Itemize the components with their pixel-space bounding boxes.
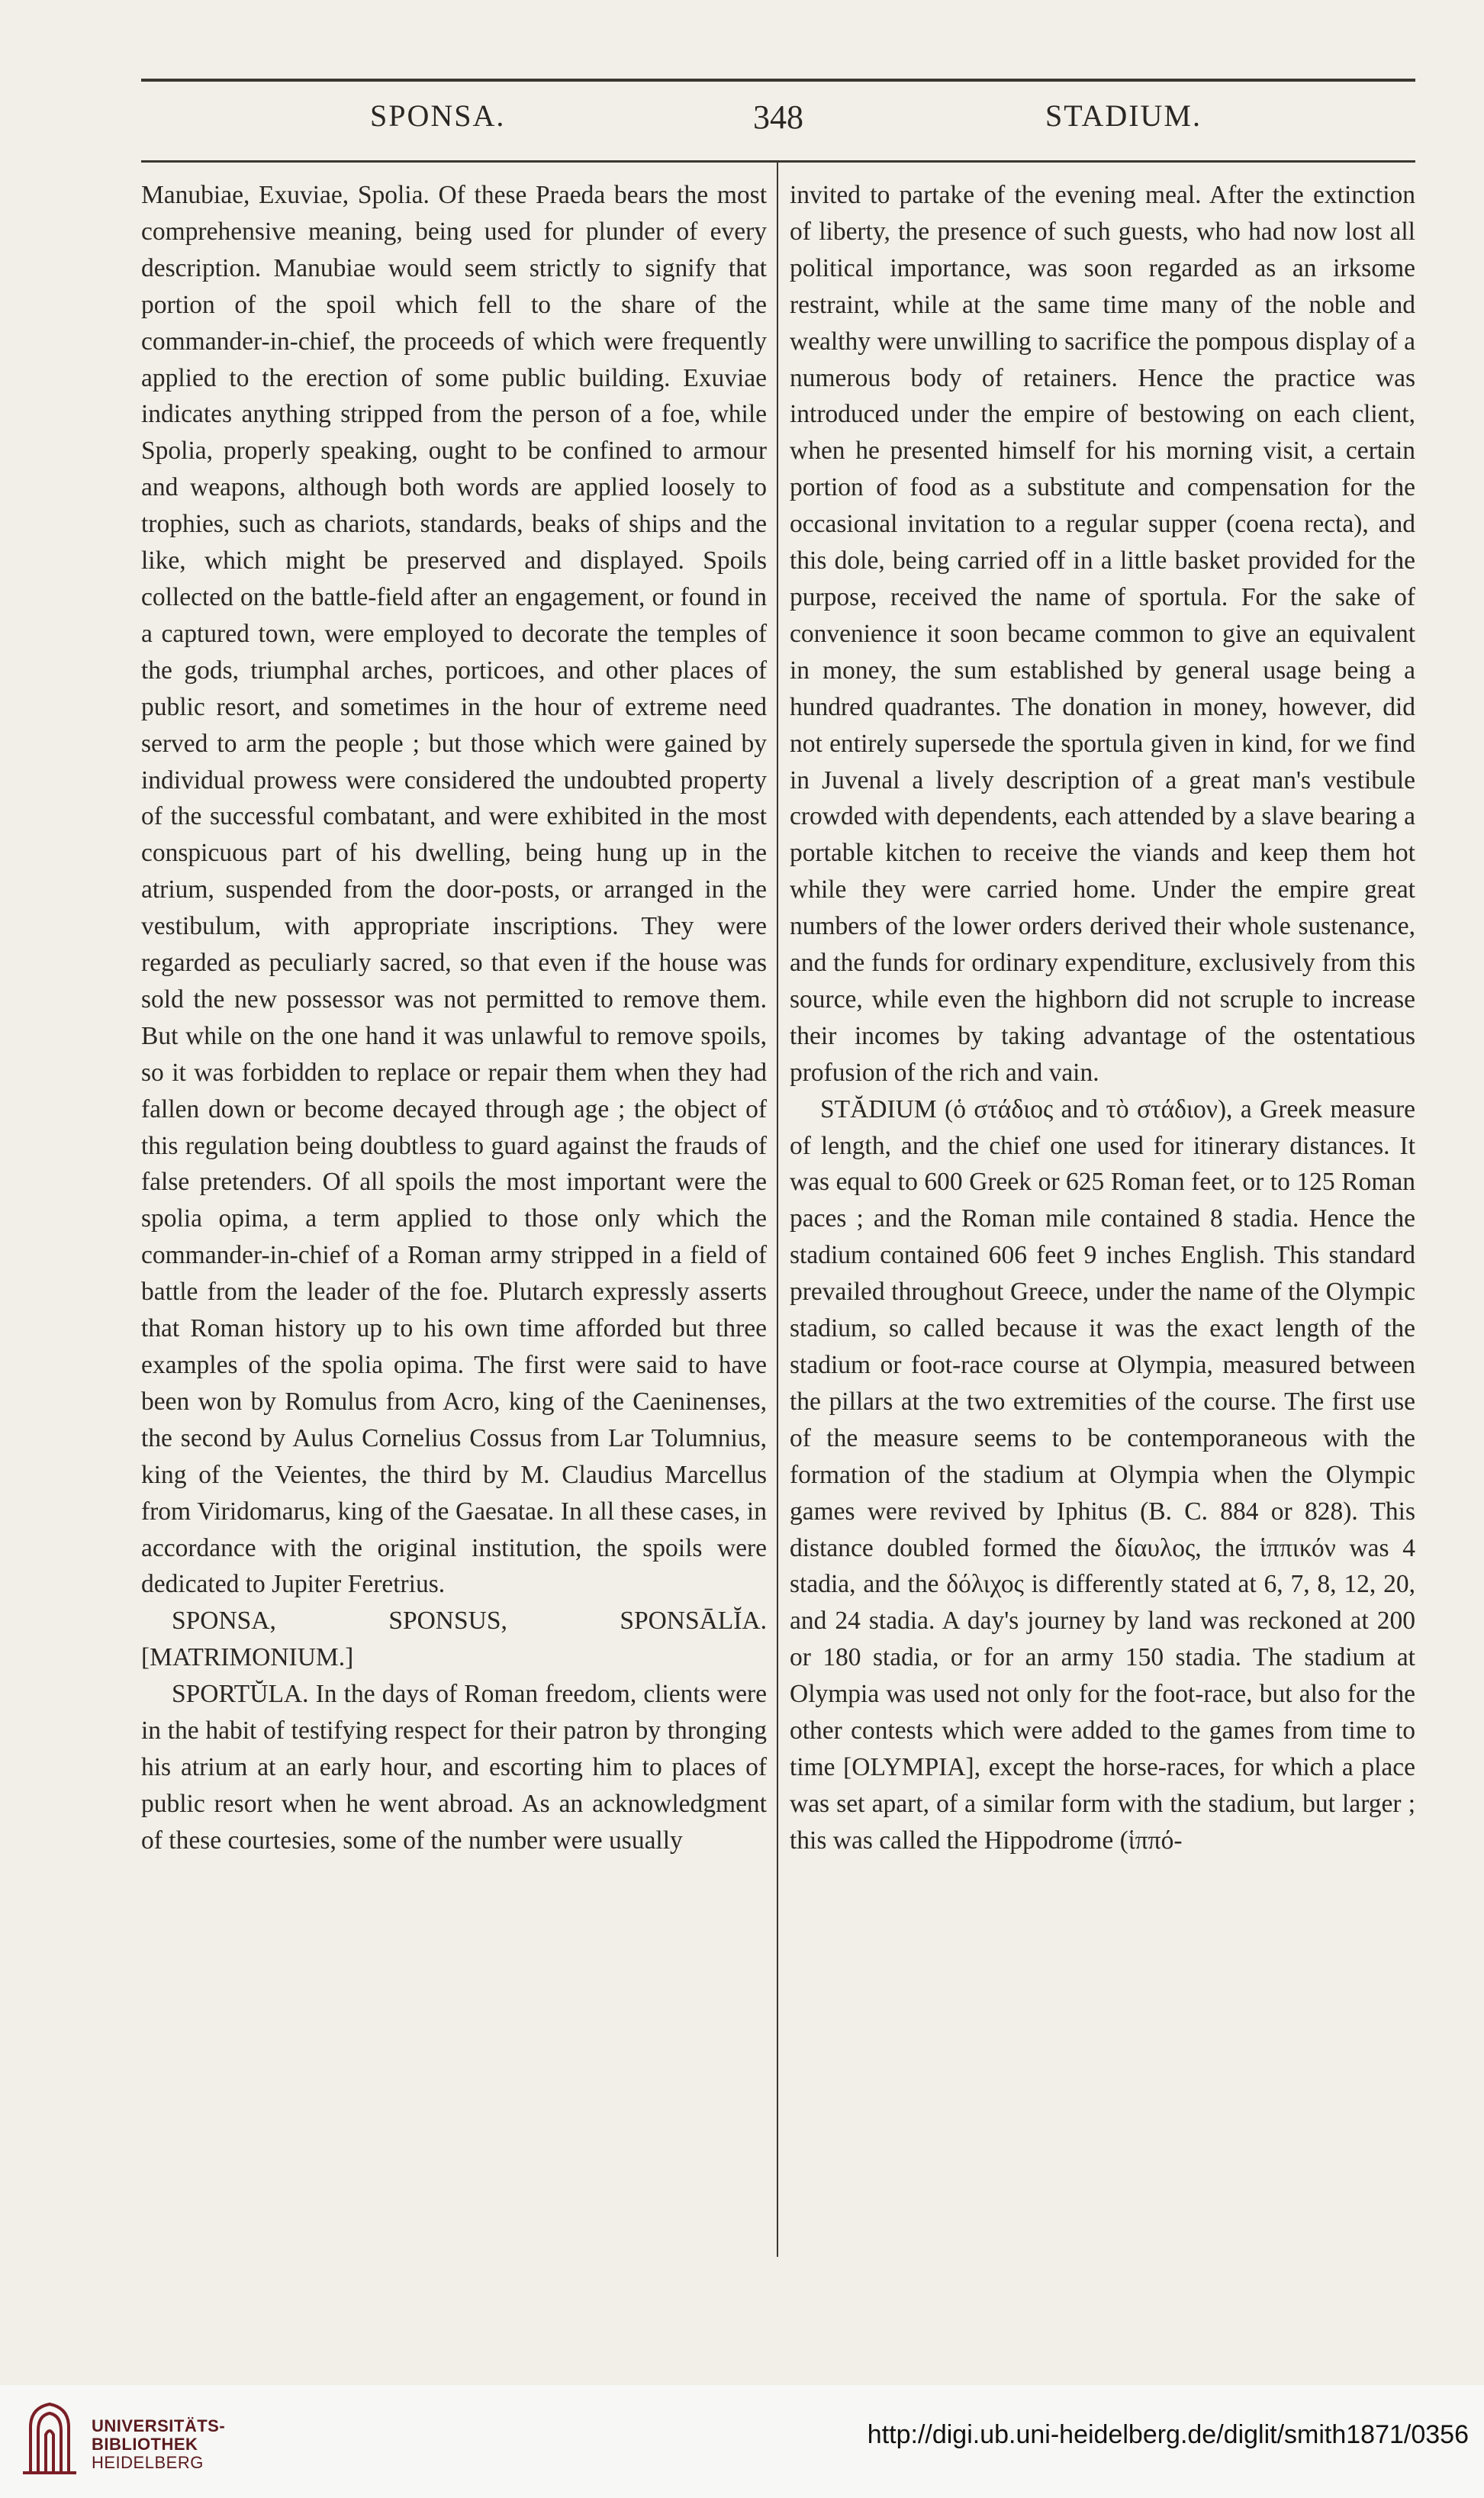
institution-line-2: BIBLIOTHEK xyxy=(92,2435,198,2454)
paragraph-sportula-cont: invited to partake of the evening meal. After the extinction of liberty, the presence of such guests, who had now lost all political importance, was soon regarded as an irksome restraint, while at the same time many of the noble and wealthy were unwilling to sacrifice the pompous display of a numerous body of retainers. Hence the practice was introduced under the empire of bestowing on each client, when he presented himself for his morning visit, a certain portion of food as a substitute and compensation for the occasional invitation to a regular supper (coena recta), and this dole, being carried off in a little basket provided for the purpose, received the name of sportula. For the sake of convenience it soon became common to give an equivalent in money, the sum established by general usage being a hundred quadrantes. The donation in money, however, did not entirely supersede the sportula given in kind, for we find in Juvenal a lively description of a great man's vestibule crowded with dependents, each attended by a slave bearing a portable kitchen to receive the viands and keep them hot while they were carried home. Under the empire great numbers of the lower orders derived their whole sustenance, and the funds for ordinary expenditure, exclusively from this source, while even the highborn did not scruple to increase their incomes by taking advantage of the ostentatious profusion of the rich and vain. xyxy=(790,181,1415,1087)
institution-name xyxy=(92,2417,225,2472)
header-rule xyxy=(141,160,1415,163)
paragraph-spolia: Manubiae, Exuviae, Spolia. Of these Praeda bears the most comprehensive meaning, being used for plunder of every description. Manubiae would seem strictly to signify that portion of the spoil which fell to the share of the commander-in-chief, the proceeds of which were frequently applied to the erection of some public building. Exuviae indicates anything stripped from the person of a foe, while Spolia, properly speaking, ought to be confined to armour and weapons, although both words are applied loosely to trophies, such as chariots, standards, beaks of ships and the like, which might be preserved and displayed. Spoils collected on the battle-field after an engagement, or found in a captured town, were employed to decorate the temples of the gods, triumphal arches, porticoes, and other places of public resort, and sometimes in the hour of extreme need served to arm the people ; but those which were gained by individual prowess were considered the undoubted property of the successful combatant, and were exhibited in the most conspicuous part of his dwelling, being hung up in the atrium, suspended from the door-posts, or arranged in the vestibulum, with appropriate inscriptions. They were regarded as peculiarly sacred, so that even if the house was sold the new possessor was not permitted to remove them. But while on the one hand it was unlawful to remove spoils, so it was forbidden to replace or repair them when they had fallen down or become decayed through age ; the object of this regulation being doubtless to guard against the frauds of false pretenders. Of all spoils the most important were the spolia opima, a term applied to those only which the commander-in-chief of a Roman army stripped in a field of battle from the leader of the foe. Plutarch expressly asserts that Roman history up to his own time afforded but three examples of the spolia opima. The first were said to have been won by Romulus from Acro, king of the Caeninenses, the second by Aulus Cornelius Cossus from Lar Tolumnius, king of the Veientes, the third by M. Claudius Marcellus from Viridomarus, king of the Gaesatae. In all these cases, in accordance with the original institution, the spoils were dedicated to Jupiter Feretrius. xyxy=(141,181,767,1599)
paragraph-sponsa: SPONSA, SPONSUS, SPONSĀLĬA. [MATRIMONIUM.] xyxy=(141,1607,767,1672)
left-column xyxy=(141,177,767,1859)
paragraph-stadium: STĂDIUM (ὁ στάδιος and τὸ στάδιον), a Greek measure of length, and the chief one used for itinerary distances. It was equal to 600 Greek or 625 Roman feet, or to 125 Roman paces ; and the Roman mile contained 8 stadia. Hence the stadium contained 606 feet 9 inches English. This standard prevailed throughout Greece, under the name of the Olympic stadium, so called because it was the exact length of the stadium or foot-race course at Olympia, measured between the pillars at the two extremities of the course. The first use of the measure seems to be contemporaneous with the formation of the stadium at Olympia when the Olympic games were revived by Iphitus (B. C. 884 or 828). This distance doubled formed the δίαυλος, the ἱππικόν was 4 stadia, and the δόλιχος is differently stated at 6, 7, 8, 12, 20, and 24 stadia. A day's journey by land was reckoned at 200 or 180 stadia, or for an army 150 stadia. The stadium at Olympia was used not only for the foot-race, but also for the other contests which were added to the games from time to time [OLYMPIA], except the horse-races, for which a place was set apart, of a similar form with the stadium, but larger ; this was called the Hippodrome (ἱππό- xyxy=(790,1094,1415,1855)
column-divider xyxy=(777,162,778,2257)
institution-line-1: UNIVERSITÄTS- xyxy=(92,2416,226,2435)
paragraph-sportula: SPORTŬLA. In the days of Roman freedom, clients were in the habit of testifying respect for their patron by thronging his atrium at an early hour, and escorting him to places of public resort when he went abroad. As an acknowledgment of these courtesies, some of the number were usually xyxy=(141,1680,767,1855)
institution-line-3: HEIDELBERG xyxy=(92,2453,204,2472)
header-left: SPONSA. xyxy=(370,98,506,133)
running-header xyxy=(141,98,1415,151)
header-right: STADIUM. xyxy=(1045,98,1202,133)
top-rule xyxy=(141,79,1415,82)
footer-bar xyxy=(0,2385,1484,2498)
source-url-link[interactable]: http://digi.ub.uni-heidelberg.de/diglit/smith1871/0356 xyxy=(867,2420,1469,2449)
page-number: 348 xyxy=(753,98,803,136)
library-logo-icon xyxy=(15,2396,84,2480)
right-column xyxy=(790,177,1415,1859)
